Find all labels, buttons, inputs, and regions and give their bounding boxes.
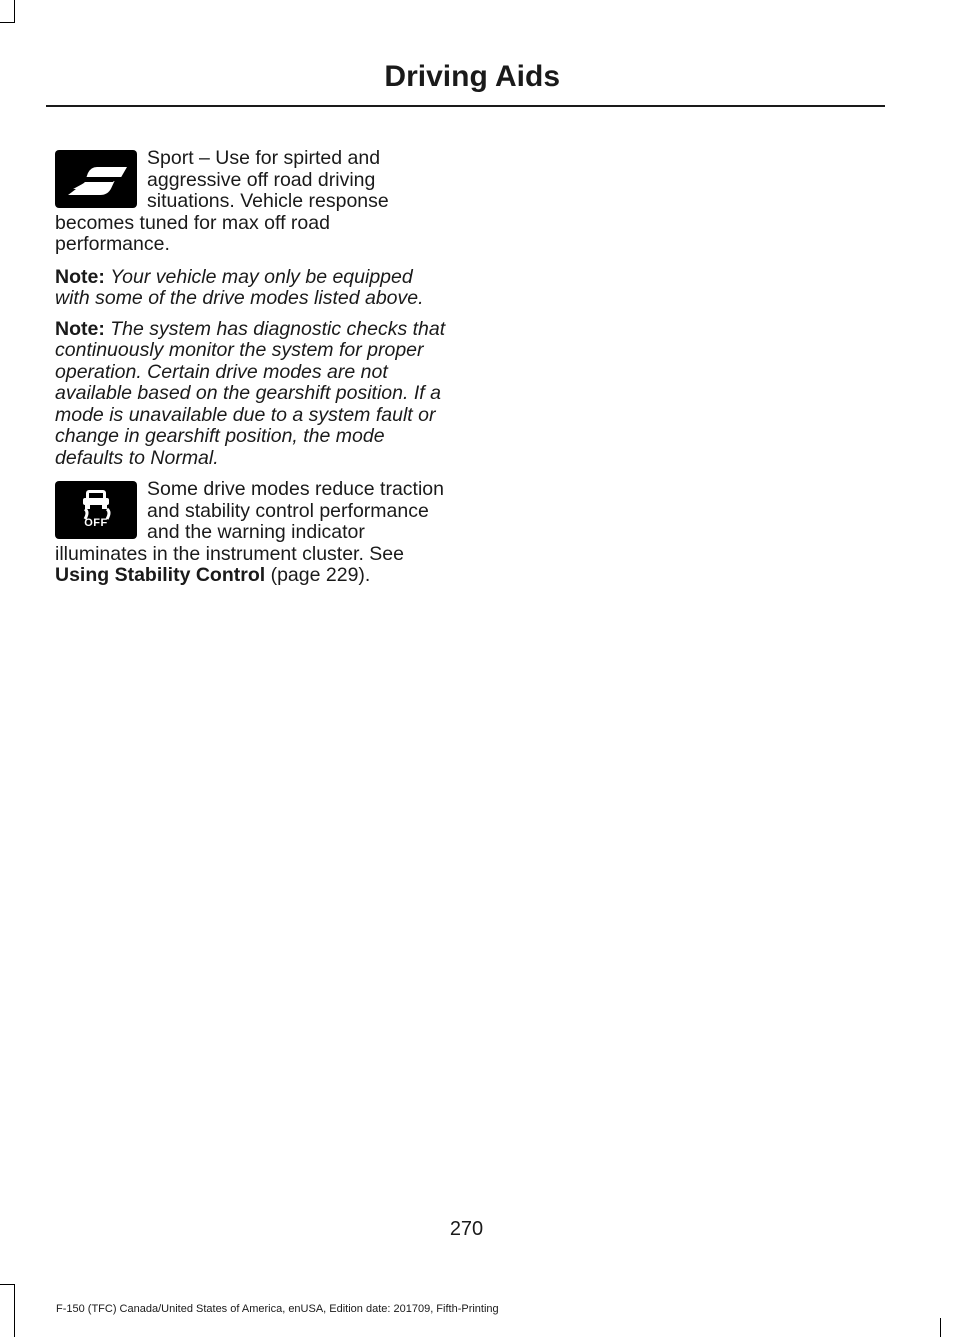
crop-mark-bottom-right-v [940,1318,941,1337]
stability-control-link[interactable]: Using Stability Control [55,564,266,586]
crop-mark-top-left-h [0,22,15,23]
note-text: The system has diagnostic checks that continuously monitor the system for proper operation. Certain drive modes are not available based on the gearshift position. If a mode is unavailable due to a system fault or change in gearshift position, the mode defaults to Normal. [55,317,446,469]
sport-mode-s-icon [55,150,137,208]
stability-control-off-icon [55,481,137,539]
header-divider [46,105,885,107]
note-paragraph [55,319,450,470]
sport-mode-text: Sport – Use for spirted and aggressive off road driving situations. Vehicle response becomes tuned for max off road performance. [55,147,389,255]
note-label: Note: [55,317,105,340]
page-number: 270 [449,1218,484,1240]
note-paragraph [55,267,450,310]
crop-mark-bottom-left-v [14,1284,15,1337]
crop-mark-top-left-v [14,0,15,22]
page-title: Driving Aids [384,60,560,93]
off-label: OFF [84,516,108,529]
footer-edition: F-150 (TFC) Canada/United States of America, enUSA, Edition date: 201709, Fifth-Printing [56,1303,499,1315]
content-column [55,148,450,587]
page-reference: (page 229). [265,564,371,586]
note-text: Your vehicle may only be equipped with some of the drive modes listed above. [55,265,424,309]
crop-mark-bottom-left-h [0,1284,15,1285]
traction-text: Some drive modes reduce traction and stability control performance and the warning indicator illuminates in the instrument cluster. See [55,478,444,565]
traction-paragraph [55,479,450,587]
note-label: Note: [55,265,105,288]
sport-mode-paragraph [55,148,450,256]
